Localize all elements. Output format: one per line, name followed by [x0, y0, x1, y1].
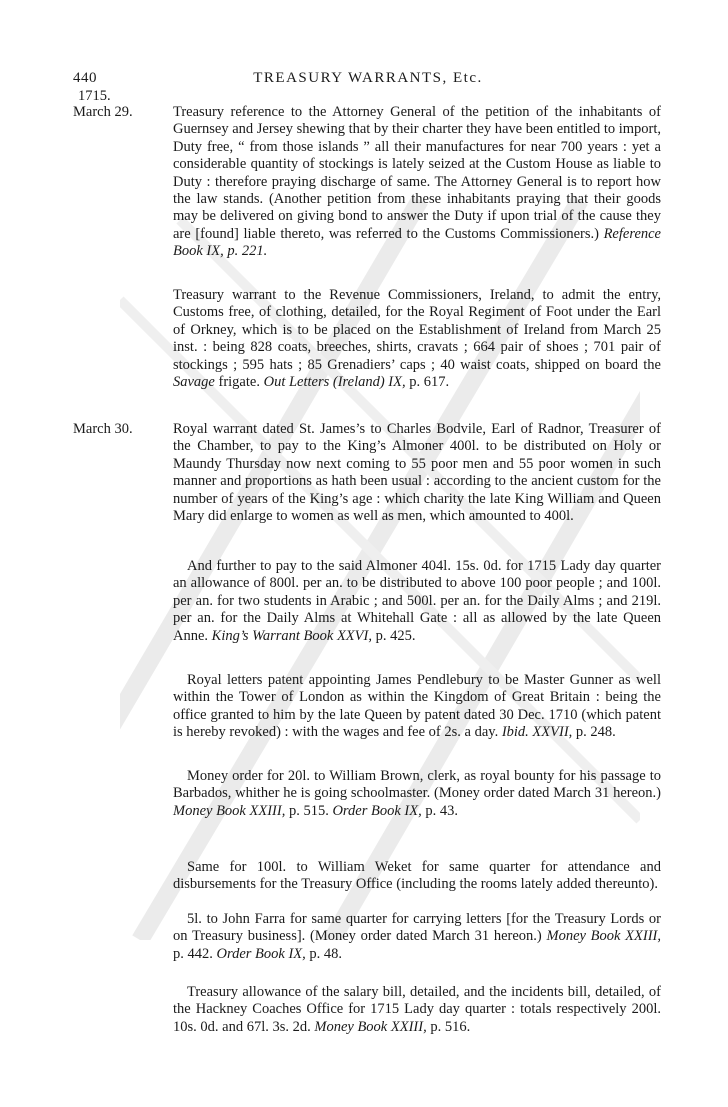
ship-name: Savage [173, 374, 215, 391]
entry-text: Treasury allowance of the salary bill, detailed, and the incidents bill, detailed, of the Hackney Coaches Office for 1715 Lady day quarter : totals respectively 200l. 10s. 0d. and 67l. 3s. 2d. Money Book XXIII, p. 516. [173, 984, 661, 1035]
entry-reference: Money Book XXIII, [314, 1018, 427, 1035]
entry-text: Treasury reference to the Attorney General of the petition of the inhabitants of Guernsey and Jersey shewing that by their charter they have been entitled to import, Duty free, “ from those islands ” all their manufactures for near 700 years : yet a considerable quantity of stockings is lately seized at the Custom House as liable to Duty : therefore praying discharge of same. The Attorney General is to report how the law stands. (Another petition from these inhabitants praying that their goods may be delivered on giving bond to answer the Duty if upon trial of the cause they are [found] liable thereto, was referred to the Customs Commissioners.) Reference Book IX, p. 221. [173, 104, 662, 260]
entry-reference: Money Book XXIII, [546, 928, 661, 945]
page-number: 440 [73, 70, 97, 86]
year-label: 1715. [78, 88, 111, 104]
entry-reference: Ibid. XXVII, [501, 724, 573, 741]
entry-date: March 29. [73, 104, 133, 120]
entry-text: Money order for 20l. to William Brown, clerk, as royal bounty for his passage to Barbados, whither he is going schoolmaster. (Money order dated March 31 hereon.) Money Book XXIII, p. 515. Order Book IX, p. 43. [173, 768, 661, 819]
entry-text: Same for 100l. to William Weket for same quarter for attendance and disbursements for the Treasury Office (including the rooms lately added thereunto). [173, 859, 661, 893]
entry-text: Royal letters patent appointing James Pendlebury to be Master Gunner as well within the Tower of London as within the Kingdom of Great Britain : being the office granted to him by the late Queen by patent dated 30 Dec. 1710 (which patent is hereby revoked) : with the wages and fee of 2s. a day. Ibid. XXVII, p. 248. [173, 672, 661, 741]
entry-date: March 30. [73, 421, 133, 437]
running-title: TREASURY WARRANTS, Etc. [253, 70, 483, 86]
entry-reference: Out Letters (Ireland) IX, [263, 374, 406, 391]
entry-text: 5l. to John Farra for same quarter for carrying letters [for the Treasury Lords or on Treasury business]. (Money order dated March 31 hereon.) Money Book XXIII, p. 442. Order Book IX, p. 48. [173, 911, 661, 962]
entry-text: And further to pay to the said Almoner 404l. 15s. 0d. for 1715 Lady day quarter an allowance of 800l. per an. to be distributed to above 100 poor people ; and 100l. per an. for two students in Arabic ; and 500l. per an. for the Daily Alms ; and 219l. per an. for the Daily Alms at Whitehall Gate : all as allowed by the late Queen Anne. King’s Warrant Book XXVI, p. 425. [173, 558, 661, 644]
entry-reference-secondary: Order Book IX, [216, 945, 306, 962]
entry-reference: King’s Warrant Book XXVI, [211, 627, 372, 644]
entry-text: Treasury warrant to the Revenue Commissioners, Ireland, to admit the entry, Customs free, of clothing, detailed, for the Royal Regiment of Foot under the Earl of Orkney, which is to be placed on the Establishment of Ireland from March 25 inst. : being 828 coats, breeches, shirts, cravats ; 664 pair of shoes ; 701 pair of stockings ; 595 hats ; 85 Grenadiers’ caps ; 40 waist coats, shipped on board the Savage frigate. Out Letters (Ireland) IX, p. 617. [173, 287, 661, 391]
entry-reference-secondary: Order Book IX, [332, 802, 422, 819]
entry-reference: Reference Book IX, p. 221. [173, 225, 661, 260]
entry-reference: Money Book XXIII, [173, 802, 286, 819]
page-header [73, 70, 663, 92]
entry-text: Royal warrant dated St. James’s to Charles Bodvile, Earl of Radnor, Treasurer of the Chamber, to pay to the King’s Almoner 400l. to be distributed on Holy or Maundy Thursday now next coming to 55 poor men and 55 poor women in such manner and proportions as hath been usual : according to the ancient custom for the number of years of the King’s age : which charity the late King William and Queen Mary did enlarge to women as well as men, which amounted to 400l. [173, 421, 661, 525]
